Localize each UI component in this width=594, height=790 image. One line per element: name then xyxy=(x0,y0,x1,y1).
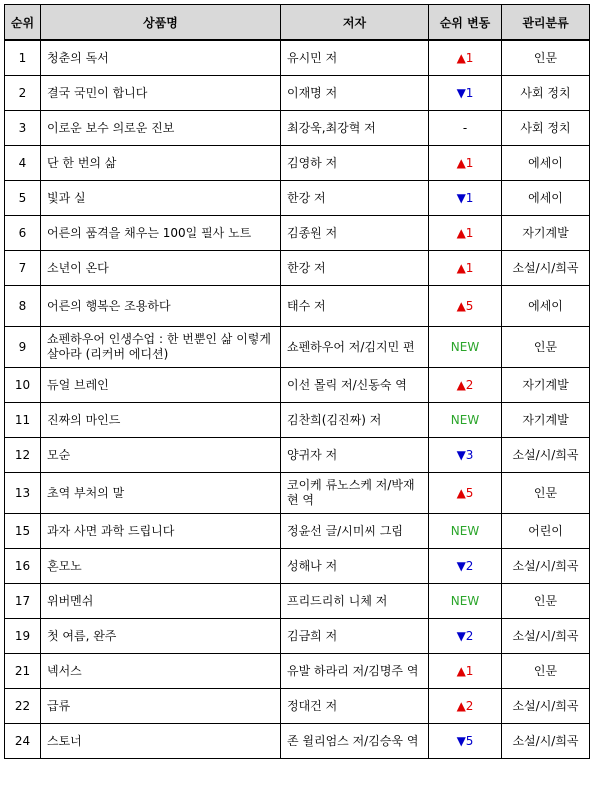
author-cell: 유발 하라리 저/김명주 역 xyxy=(281,654,429,689)
rank-cell: 8 xyxy=(5,286,41,327)
title-cell: 위버멘쉬 xyxy=(41,584,281,619)
author-cell: 이재명 저 xyxy=(281,76,429,111)
rank-change-cell xyxy=(429,76,502,111)
table-header-row xyxy=(5,5,590,41)
rank-cell: 1 xyxy=(5,40,41,76)
table-row xyxy=(5,327,590,368)
rank-cell: 16 xyxy=(5,549,41,584)
title-cell: 청춘의 독서 xyxy=(41,40,281,76)
author-cell: 성해나 저 xyxy=(281,549,429,584)
rank-change-value: 5 xyxy=(465,485,474,500)
title-cell: 초역 부처의 말 xyxy=(41,473,281,514)
category-cell: 자기계발 xyxy=(502,216,590,251)
author-cell: 김영하 저 xyxy=(281,146,429,181)
rank-change-cell xyxy=(429,403,502,438)
rank-down-icon: ▼ xyxy=(456,733,466,748)
category-cell: 인문 xyxy=(502,327,590,368)
category-cell: 소설/시/희곡 xyxy=(502,438,590,473)
rank-change-value: 1 xyxy=(465,155,474,170)
title-cell: 첫 여름, 완주 xyxy=(41,619,281,654)
rank-change-value: - xyxy=(462,120,468,135)
rank-cell: 10 xyxy=(5,368,41,403)
rank-up-icon: ▲ xyxy=(456,50,466,65)
table-row xyxy=(5,514,590,549)
rank-change-cell xyxy=(429,514,502,549)
table-row xyxy=(5,584,590,619)
title-cell: 모순 xyxy=(41,438,281,473)
category-cell: 인문 xyxy=(502,654,590,689)
table-row xyxy=(5,403,590,438)
category-cell: 소설/시/희곡 xyxy=(502,619,590,654)
rank-change-value: NEW xyxy=(450,412,480,427)
rank-change-cell xyxy=(429,689,502,724)
category-cell: 소설/시/희곡 xyxy=(502,724,590,759)
header-category: 관리분류 xyxy=(502,5,590,41)
rank-up-icon: ▲ xyxy=(456,485,466,500)
category-cell: 소설/시/희곡 xyxy=(502,689,590,724)
category-cell: 에세이 xyxy=(502,181,590,216)
table-row xyxy=(5,286,590,327)
rank-cell: 19 xyxy=(5,619,41,654)
author-cell: 태수 저 xyxy=(281,286,429,327)
rank-up-icon: ▲ xyxy=(456,663,466,678)
title-cell: 넥서스 xyxy=(41,654,281,689)
rank-change-cell xyxy=(429,327,502,368)
table-row xyxy=(5,251,590,286)
author-cell: 이선 몰릭 저/신동숙 역 xyxy=(281,368,429,403)
rank-change-value: NEW xyxy=(450,523,480,538)
category-cell: 에세이 xyxy=(502,146,590,181)
table-row xyxy=(5,111,590,146)
rank-change-value: NEW xyxy=(450,593,480,608)
author-cell: 김찬희(김진짜) 저 xyxy=(281,403,429,438)
rank-change-cell xyxy=(429,40,502,76)
rank-cell: 24 xyxy=(5,724,41,759)
rank-down-icon: ▼ xyxy=(456,628,466,643)
rank-change-value: 2 xyxy=(465,698,474,713)
rank-change-value: 5 xyxy=(465,298,474,313)
category-cell: 어린이 xyxy=(502,514,590,549)
table-row xyxy=(5,146,590,181)
category-cell: 소설/시/희곡 xyxy=(502,251,590,286)
title-cell: 혼모노 xyxy=(41,549,281,584)
rank-change-cell xyxy=(429,146,502,181)
title-cell: 쇼펜하우어 인생수업 : 한 번뿐인 삶 이렇게 살아라 (리커버 에디션) xyxy=(41,327,281,368)
rank-cell: 17 xyxy=(5,584,41,619)
rank-change-cell xyxy=(429,549,502,584)
author-cell: 정대건 저 xyxy=(281,689,429,724)
rank-down-icon: ▼ xyxy=(456,190,466,205)
rank-up-icon: ▲ xyxy=(456,298,466,313)
rank-change-value: 1 xyxy=(465,85,474,100)
rank-cell: 21 xyxy=(5,654,41,689)
rank-change-cell xyxy=(429,724,502,759)
rank-cell: 22 xyxy=(5,689,41,724)
rank-cell: 3 xyxy=(5,111,41,146)
rank-change-value: 1 xyxy=(465,190,474,205)
header-author: 저자 xyxy=(281,5,429,41)
bestseller-table xyxy=(4,4,590,759)
author-cell: 양귀자 저 xyxy=(281,438,429,473)
rank-up-icon: ▲ xyxy=(456,260,466,275)
rank-cell: 9 xyxy=(5,327,41,368)
rank-change-cell xyxy=(429,111,502,146)
title-cell: 급류 xyxy=(41,689,281,724)
author-cell: 존 윌리엄스 저/김승욱 역 xyxy=(281,724,429,759)
category-cell: 소설/시/희곡 xyxy=(502,549,590,584)
rank-change-cell xyxy=(429,438,502,473)
rank-up-icon: ▲ xyxy=(456,225,466,240)
rank-change-cell xyxy=(429,584,502,619)
rank-change-value: 3 xyxy=(465,447,474,462)
category-cell: 에세이 xyxy=(502,286,590,327)
rank-change-value: 2 xyxy=(465,377,474,392)
title-cell: 과자 사면 과학 드립니다 xyxy=(41,514,281,549)
table-row xyxy=(5,40,590,76)
title-cell: 단 한 번의 삶 xyxy=(41,146,281,181)
rank-change-cell xyxy=(429,181,502,216)
rank-up-icon: ▲ xyxy=(456,698,466,713)
title-cell: 진짜의 마인드 xyxy=(41,403,281,438)
author-cell: 최강욱,최강혁 저 xyxy=(281,111,429,146)
category-cell: 인문 xyxy=(502,40,590,76)
table-row xyxy=(5,549,590,584)
title-cell: 소년이 온다 xyxy=(41,251,281,286)
rank-change-value: 1 xyxy=(465,663,474,678)
title-cell: 어른의 품격을 채우는 100일 필사 노트 xyxy=(41,216,281,251)
category-cell: 인문 xyxy=(502,473,590,514)
title-cell: 빛과 실 xyxy=(41,181,281,216)
rank-cell: 13 xyxy=(5,473,41,514)
table-row xyxy=(5,619,590,654)
table-row xyxy=(5,368,590,403)
rank-change-value: NEW xyxy=(450,339,480,354)
category-cell: 사회 정치 xyxy=(502,111,590,146)
rank-down-icon: ▼ xyxy=(456,558,466,573)
rank-change-value: 1 xyxy=(465,260,474,275)
rank-cell: 2 xyxy=(5,76,41,111)
rank-cell: 12 xyxy=(5,438,41,473)
rank-change-cell xyxy=(429,216,502,251)
rank-change-value: 1 xyxy=(465,50,474,65)
rank-down-icon: ▼ xyxy=(456,85,466,100)
author-cell: 한강 저 xyxy=(281,251,429,286)
rank-cell: 4 xyxy=(5,146,41,181)
table-row xyxy=(5,654,590,689)
title-cell: 듀얼 브레인 xyxy=(41,368,281,403)
rank-down-icon: ▼ xyxy=(456,447,466,462)
header-rank: 순위 xyxy=(5,5,41,41)
rank-cell: 6 xyxy=(5,216,41,251)
title-cell: 이로운 보수 의로운 진보 xyxy=(41,111,281,146)
category-cell: 인문 xyxy=(502,584,590,619)
rank-cell: 7 xyxy=(5,251,41,286)
table-row xyxy=(5,724,590,759)
author-cell: 프리드리히 니체 저 xyxy=(281,584,429,619)
author-cell: 한강 저 xyxy=(281,181,429,216)
rank-change-value: 2 xyxy=(465,628,474,643)
title-cell: 스토너 xyxy=(41,724,281,759)
table-row xyxy=(5,689,590,724)
table-row xyxy=(5,216,590,251)
category-cell: 자기계발 xyxy=(502,403,590,438)
rank-change-value: 1 xyxy=(465,225,474,240)
author-cell: 코이케 류노스케 저/박재현 역 xyxy=(281,473,429,514)
author-cell: 쇼펜하우어 저/김지민 편 xyxy=(281,327,429,368)
header-title: 상품명 xyxy=(41,5,281,41)
rank-change-cell xyxy=(429,473,502,514)
title-cell: 어른의 행복은 조용하다 xyxy=(41,286,281,327)
rank-change-cell xyxy=(429,251,502,286)
rank-change-cell xyxy=(429,286,502,327)
table-row xyxy=(5,181,590,216)
rank-change-value: 2 xyxy=(465,558,474,573)
rank-up-icon: ▲ xyxy=(456,155,466,170)
table-row xyxy=(5,473,590,514)
rank-up-icon: ▲ xyxy=(456,377,466,392)
table-row xyxy=(5,76,590,111)
author-cell: 김종원 저 xyxy=(281,216,429,251)
rank-change-cell xyxy=(429,654,502,689)
rank-change-cell xyxy=(429,368,502,403)
rank-cell: 11 xyxy=(5,403,41,438)
author-cell: 김금희 저 xyxy=(281,619,429,654)
rank-change-value: 5 xyxy=(465,733,474,748)
title-cell: 결국 국민이 합니다 xyxy=(41,76,281,111)
author-cell: 유시민 저 xyxy=(281,40,429,76)
rank-cell: 15 xyxy=(5,514,41,549)
author-cell: 정윤선 글/시미씨 그림 xyxy=(281,514,429,549)
header-rank-change: 순위 변동 xyxy=(429,5,502,41)
table-row xyxy=(5,438,590,473)
category-cell: 자기계발 xyxy=(502,368,590,403)
rank-change-cell xyxy=(429,619,502,654)
category-cell: 사회 정치 xyxy=(502,76,590,111)
rank-cell: 5 xyxy=(5,181,41,216)
